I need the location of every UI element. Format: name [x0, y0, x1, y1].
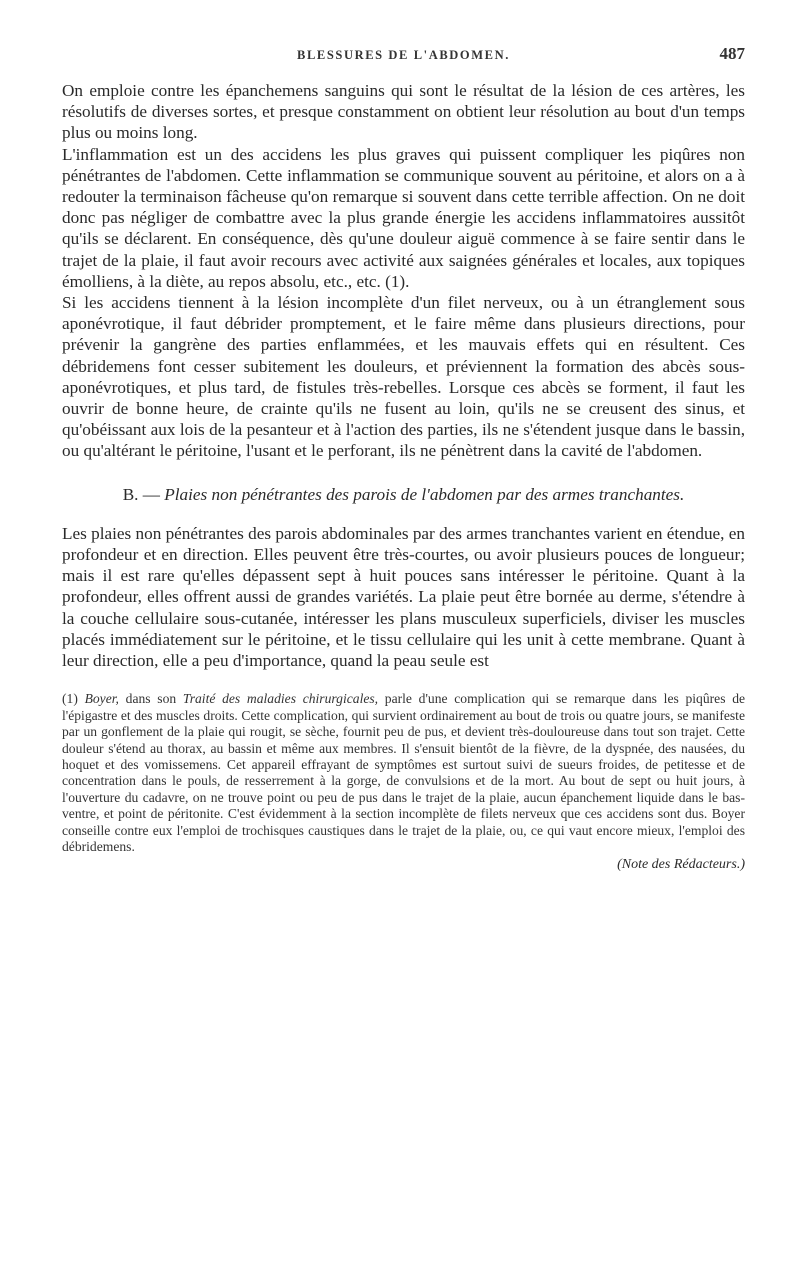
- paragraph-accidens: Si les accidens tiennent à la lésion incomplète d'un filet nerveux, ou à un étranglement sous aponévrotique, il faut débrider promptement, et le faire même dans plusieurs directions, pour prévenir la gangrène des parties enflammées, et les mauvais effets qui en résultent. Ces débridemens font cesser subitement les douleurs, et préviennent la formation des abcès sous-aponévrotiques, et plus tard, de fistules très-rebelles. Lorsque ces abcès se forment, il faut les ouvrir de bonne heure, de crainte qu'ils ne fusent au loin, qu'ils ne se creusent des sinus, et qu'obéissant aux lois de la pesanteur et à l'action des parties, ils ne s'étendent jusque dans le bassin, ou qu'altérant le péritoine, l'usant et le perforant, ils ne pénètrent dans la cavité de l'abdomen.: [62, 293, 745, 461]
- page-number: 487: [719, 44, 745, 63]
- footnote-work-title: Traité des maladies chirurgicales,: [182, 691, 379, 707]
- section-title: Plaies non pénétrantes des parois de l'abdomen par des armes tranchantes.: [164, 484, 685, 504]
- footnote-marker: (1): [62, 691, 78, 707]
- running-header: [62, 38, 745, 66]
- footnote-author: Boyer,: [84, 691, 119, 707]
- section-heading: [62, 484, 745, 505]
- footnote-text-before-work: dans son: [125, 691, 177, 707]
- book-page: [62, 38, 745, 873]
- main-text: [62, 80, 745, 671]
- paragraph-epanchemens: On emploie contre les épanchemens sanguins qui sont le résultat de la lésion de ces artères, les résolutifs de diverses sortes, et presque constamment on obtient leur résolution au bout d'un temps plus ou moins long.: [62, 81, 745, 143]
- header-spacer: [62, 66, 745, 80]
- running-title: BLESSURES DE L'ABDOMEN.: [297, 48, 510, 62]
- paragraph-plaies: Les plaies non pénétrantes des parois abdominales par des armes tranchantes varient en étendue, en profondeur et en direction. Elles peuvent être très-courtes, ou avoir plusieurs pouces de longueur; mais il est rare qu'elles dépassent sept à huit pouces sans intéresser le péritoine. Quant à la profondeur, elles offrent aussi de grandes variétés. La plaie peut être bornée au derme, s'étendre à la couche cellulaire sous-cutanée, intéresser les plans musculeux superficiels, diviser les muscles placés immédiatement sur le péritoine, et le tissu cellulaire qui les unit à cette membrane. Quant à leur direction, elle a peu d'importance, quand la peau seule est: [62, 523, 745, 671]
- paragraph-inflammation: L'inflammation est un des accidens les plus graves qui puissent compliquer les piqûres non pénétrantes de l'abdomen. Cette inflammation se communique souvent au péritoine, et alors on a à redouter la terminaison fâcheuse qu'on remarque si souvent dans cette terrible affection. On ne doit donc pas négliger de combattre avec la plus grande énergie les accidens inflammatoires aussitôt qu'ils se déclarent. En conséquence, dès qu'une douleur aiguë commence à se faire sentir dans le trajet de la plaie, il faut avoir recours avec activité aux saignées générales et locales, aux topiques émolliens, à la diète, au repos absolu, etc., etc. (1).: [62, 144, 745, 291]
- footnote-signature: (Note des Rédacteurs.): [617, 857, 745, 873]
- footnote-text: parle d'une complication qui se remarque dans les piqûres de l'épigastre et des muscles droits. Cette complication, qui survient ordinairement au bout de trois ou quatre jours, se manifeste par un gonflement de la plaie qui rougit, se sèche, fournit peu de pus, et devient très-douloureuse dans tout son trajet. Cette douleur s'étend au thorax, au bassin et même aux membres. Il s'ensuit bientôt de la fièvre, de la dyspnée, des nausées, du hoquet et des vomissemens. Cet appareil effrayant de symptômes est surtout suivi de sueurs froides, de petitesse et de concentration dans le pouls, de resserrement à la gorge, de convulsions et de la mort. Au bout de sept ou huit jours, à l'ouverture du cadavre, on ne trouve point ou peu de pus dans le trajet de la plaie, aucun épanchement liquide dans le bas-ventre, et point de péritonite. C'est évidemment à la section incomplète de filets nerveux que ces accidens sont dus. Boyer conseille contre eux l'emploi de trochisques caustiques dans le trajet de la plaie, ou, ce qui vaut encore mieux, l'emploi des débridemens.: [62, 691, 746, 854]
- section-letter: B. —: [122, 484, 160, 504]
- footnote: [62, 691, 745, 855]
